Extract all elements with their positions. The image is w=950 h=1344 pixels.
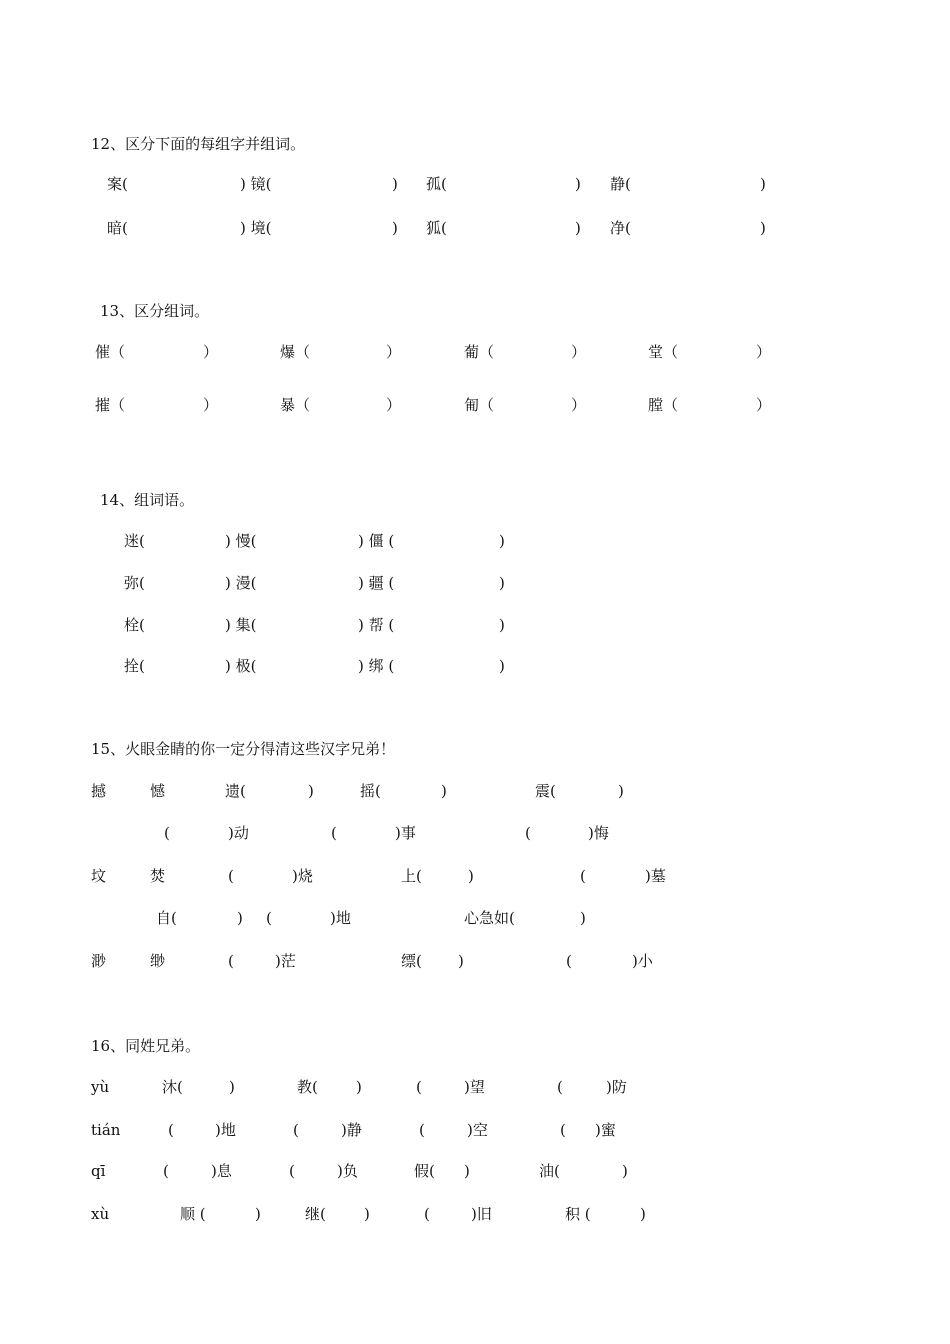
q15-cell: )小 xyxy=(632,952,653,970)
q14-cell: ) 疆 ( xyxy=(358,574,395,592)
q13-cell: ） xyxy=(386,396,402,414)
q15-cell: ) xyxy=(618,782,624,800)
q16-cell: )旧 xyxy=(471,1205,492,1223)
q16-cell: ) xyxy=(364,1205,370,1223)
q16-cell: ( xyxy=(163,1162,169,1180)
q16-cell: 继( xyxy=(305,1205,326,1223)
q12-cell: 暗( xyxy=(107,219,128,237)
q13-cell: 堂（ xyxy=(648,343,679,361)
q14-cell: ) 帮 ( xyxy=(358,616,395,634)
q14-cell: ) 漫( xyxy=(225,574,257,592)
q15-cell: )茫 xyxy=(275,952,296,970)
q15-cell: 渺 xyxy=(91,952,107,970)
q16-cell: 教( xyxy=(297,1078,318,1096)
q15-cell: ( xyxy=(228,867,234,885)
q15-cell: ( xyxy=(228,952,234,970)
q15-cell: ( xyxy=(525,824,531,842)
q16-cell: 假( xyxy=(414,1162,435,1180)
q16-title: 16、同姓兄弟。 xyxy=(91,1037,201,1055)
q16-cell: ) xyxy=(640,1205,646,1223)
q15-cell: )悔 xyxy=(588,824,609,842)
q15-cell: 震( xyxy=(535,782,556,800)
q14-cell: ) 极( xyxy=(225,657,257,675)
q16-cell: ( xyxy=(560,1121,566,1139)
q15-cell: 缥( xyxy=(401,952,422,970)
q16-cell: ) xyxy=(356,1078,362,1096)
q16-cell: ( xyxy=(416,1078,422,1096)
q16-cell: )负 xyxy=(337,1162,358,1180)
q13-cell: ） xyxy=(756,396,772,414)
q13-cell: 葡（ xyxy=(464,343,495,361)
q16-cell: 积 ( xyxy=(565,1205,591,1223)
q15-cell: 遗( xyxy=(225,782,246,800)
q12-cell: 静( xyxy=(610,175,631,193)
q16-cell: 油( xyxy=(539,1162,560,1180)
q15-cell: ( xyxy=(331,824,337,842)
q13-cell: 催（ xyxy=(95,343,126,361)
q15-cell: ) xyxy=(458,952,464,970)
q13-title: 13、区分组词。 xyxy=(100,302,210,320)
q12-cell: 孤( xyxy=(426,175,447,193)
q13-cell: 摧（ xyxy=(95,396,126,414)
q16-cell: )望 xyxy=(464,1078,485,1096)
q16-cell: ) xyxy=(229,1078,235,1096)
q16-cell: ) xyxy=(464,1162,470,1180)
q12-cell: 净( xyxy=(610,219,631,237)
q14-cell: 迷( xyxy=(124,532,145,550)
q16-cell: ( xyxy=(557,1078,563,1096)
q14-cell: ) xyxy=(499,574,505,592)
q15-cell: )墓 xyxy=(645,867,666,885)
q14-cell: ) 绑 ( xyxy=(358,657,395,675)
q15-cell: ( xyxy=(566,952,572,970)
q16-pinyin: xù xyxy=(91,1205,110,1223)
q16-cell: ) xyxy=(255,1205,261,1223)
q14-title: 14、组词语。 xyxy=(100,491,195,509)
q15-cell: 撼 xyxy=(91,782,107,800)
q14-cell: ) xyxy=(499,657,505,675)
q13-cell: ） xyxy=(756,343,772,361)
q16-cell: 顺 ( xyxy=(180,1205,206,1223)
q13-cell: 膛（ xyxy=(648,396,679,414)
q16-cell: )地 xyxy=(215,1121,236,1139)
q14-cell: ) xyxy=(499,616,505,634)
q13-cell: 暴（ xyxy=(280,396,311,414)
q15-cell: ) xyxy=(308,782,314,800)
q15-cell: ( xyxy=(580,867,586,885)
q14-cell: ) 集( xyxy=(225,616,257,634)
q16-pinyin: qī xyxy=(91,1162,106,1180)
q16-cell: ( xyxy=(168,1121,174,1139)
q15-cell: ) xyxy=(237,909,243,927)
q16-cell: )防 xyxy=(606,1078,627,1096)
q16-pinyin: yù xyxy=(91,1078,110,1096)
q14-cell: 弥( xyxy=(124,574,145,592)
q15-cell: 上( xyxy=(401,867,422,885)
q15-cell: )烧 xyxy=(292,867,313,885)
q16-cell: )息 xyxy=(211,1162,232,1180)
q15-cell: 心急如( xyxy=(464,909,515,927)
q15-cell: 坟 xyxy=(91,867,107,885)
q14-cell: ) xyxy=(499,532,505,550)
q16-cell: )空 xyxy=(467,1121,488,1139)
q16-cell: ( xyxy=(419,1121,425,1139)
q12-cell: ) xyxy=(760,175,766,193)
q12-cell: ) 境( xyxy=(240,219,272,237)
q12-cell: 狐( xyxy=(426,219,447,237)
q14-cell: ) 僵 ( xyxy=(358,532,395,550)
q15-cell: 摇( xyxy=(360,782,381,800)
q15-cell: ) xyxy=(441,782,447,800)
q15-cell: ( xyxy=(164,824,170,842)
q12-cell: 案( xyxy=(107,175,128,193)
q13-cell: ） xyxy=(203,343,219,361)
q13-cell: ） xyxy=(571,396,587,414)
q12-cell: ) xyxy=(392,175,398,193)
q12-cell: ) xyxy=(760,219,766,237)
q15-cell: ) xyxy=(580,909,586,927)
q13-cell: 匍（ xyxy=(464,396,495,414)
q12-cell: ) xyxy=(575,175,581,193)
q13-cell: ） xyxy=(571,343,587,361)
q13-cell: ） xyxy=(203,396,219,414)
q15-cell: )动 xyxy=(228,824,249,842)
q12-cell: ) xyxy=(392,219,398,237)
q16-cell: )静 xyxy=(341,1121,362,1139)
q15-title: 15、火眼金睛的你一定分得清这些汉字兄弟！ xyxy=(91,740,396,758)
q16-cell: )蜜 xyxy=(595,1121,616,1139)
q15-cell: )事 xyxy=(395,824,416,842)
q12-cell: ) 镜( xyxy=(240,175,272,193)
q13-cell: 爆（ xyxy=(280,343,311,361)
q14-cell: 拴( xyxy=(124,657,145,675)
q12-cell: ) xyxy=(575,219,581,237)
q16-cell: ( xyxy=(424,1205,430,1223)
q15-cell: )地 xyxy=(330,909,351,927)
q14-cell: ) 慢( xyxy=(225,532,257,550)
q15-cell: 缈 xyxy=(150,952,166,970)
q14-cell: 栓( xyxy=(124,616,145,634)
q12-title: 12、区分下面的每组字并组词。 xyxy=(91,135,306,153)
q15-cell: 焚 xyxy=(150,867,166,885)
q15-cell: 自( xyxy=(156,909,177,927)
q13-cell: ） xyxy=(386,343,402,361)
q16-pinyin: tián xyxy=(91,1121,121,1139)
q16-cell: ) xyxy=(622,1162,628,1180)
q16-cell: 沐( xyxy=(162,1078,183,1096)
q15-cell: 憾 xyxy=(150,782,166,800)
q16-cell: ( xyxy=(289,1162,295,1180)
q15-cell: ) xyxy=(468,867,474,885)
q15-cell: ( xyxy=(266,909,272,927)
q16-cell: ( xyxy=(293,1121,299,1139)
